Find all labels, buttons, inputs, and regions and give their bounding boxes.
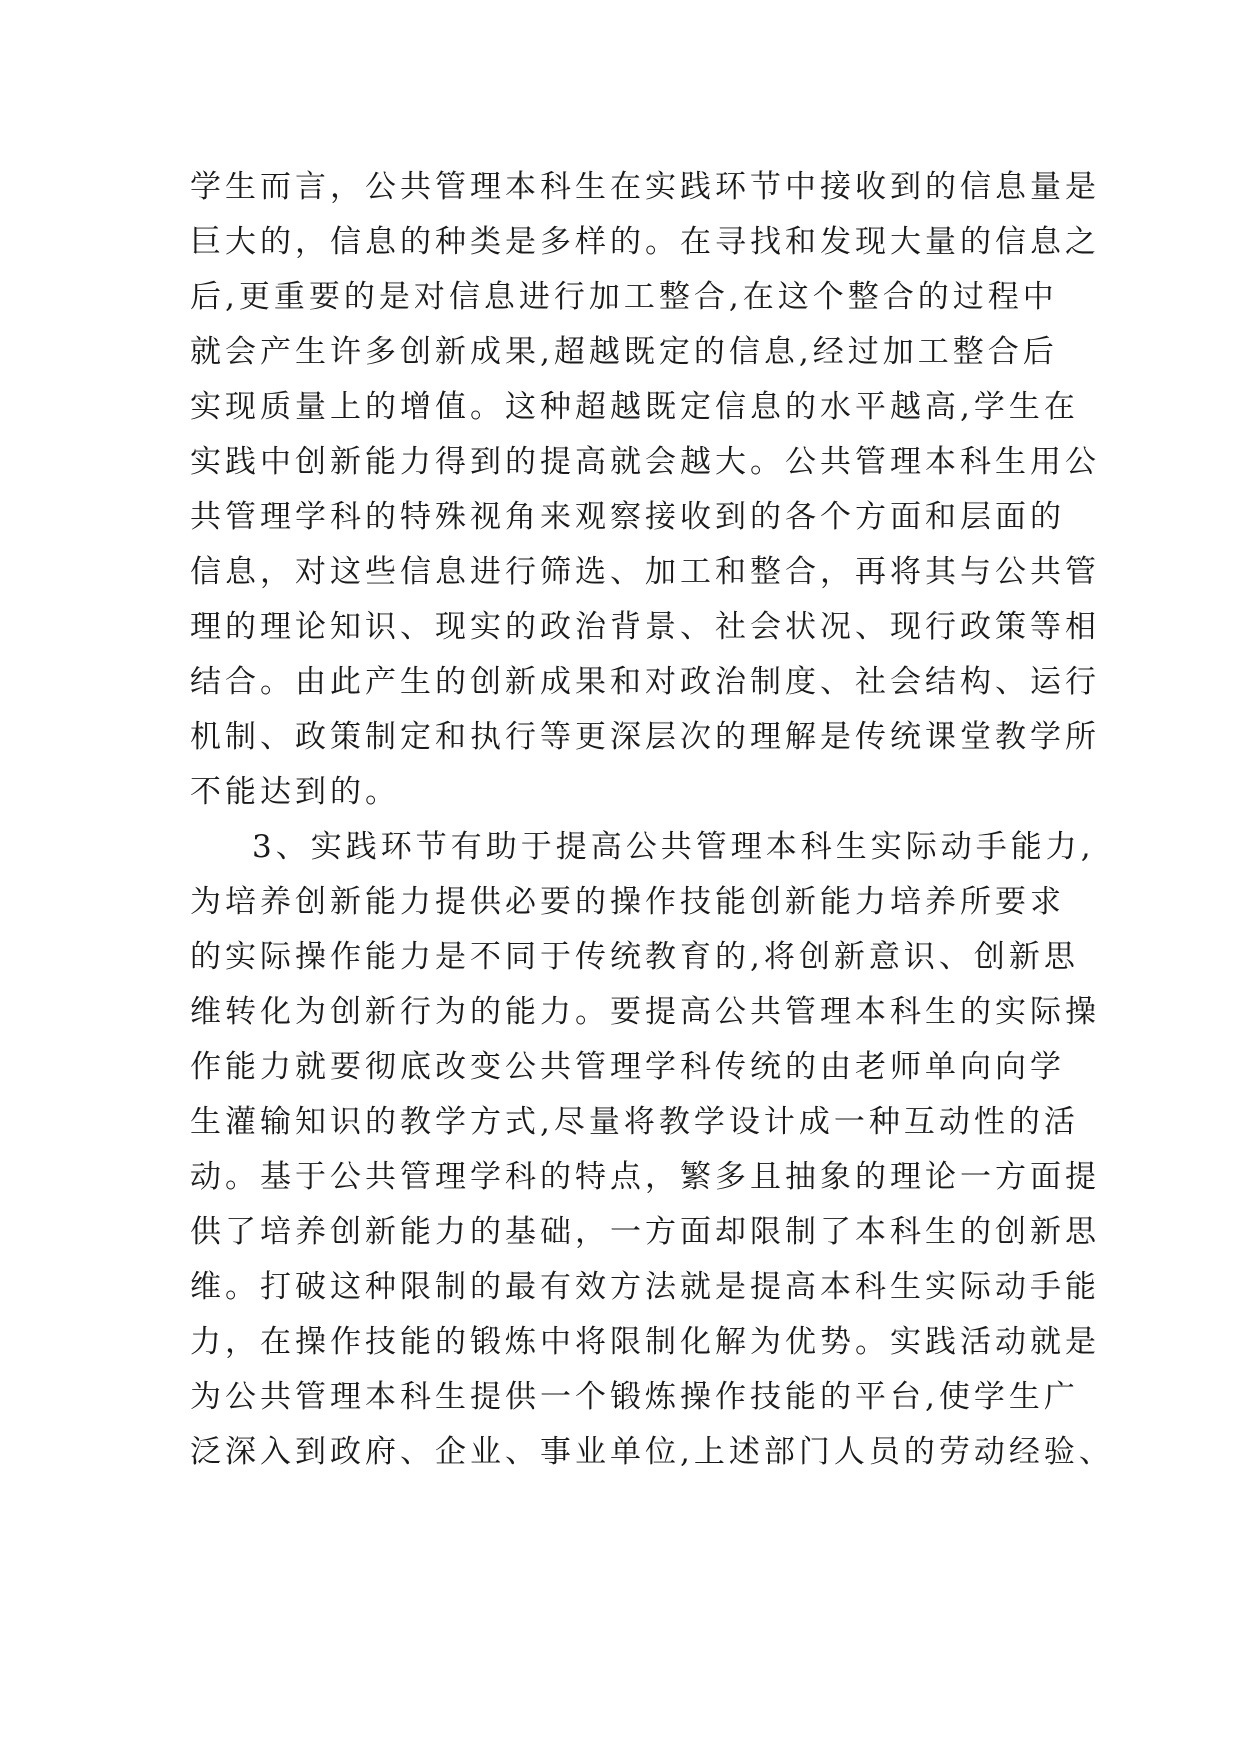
text-line: 理的理论知识、现实的政治背景、社会状况、现行政策等相 (190, 609, 1100, 645)
text-line: 后,更重要的是对信息进行加工整合,在这个整合的过程中 (190, 279, 1058, 315)
text-line: 为公共管理本科生提供一个锻炼操作技能的平台,使学生广 (190, 1379, 1079, 1415)
text-line: 机制、政策制定和执行等更深层次的理解是传统课堂教学所 (190, 719, 1100, 755)
text-line: 信息，对这些信息进行筛选、加工和整合，再将其与公共管 (190, 554, 1100, 590)
text-line: 泛深入到政府、企业、事业单位,上述部门人员的劳动经验、 (190, 1434, 1114, 1470)
text-line: 力，在操作技能的锻炼中将限制化解为优势。实践活动就是 (190, 1324, 1100, 1360)
text-line: 供了培养创新能力的基础，一方面却限制了本科生的创新思 (190, 1214, 1100, 1250)
text-line: 实现质量上的增值。这种超越既定信息的水平越高,学生在 (190, 389, 1079, 425)
text-line: 的实际操作能力是不同于传统教育的,将创新意识、创新思 (190, 939, 1079, 975)
text-line: 巨大的，信息的种类是多样的。在寻找和发现大量的信息之 (190, 224, 1100, 260)
text-line: 维。打破这种限制的最有效方法就是提高本科生实际动手能 (190, 1269, 1100, 1305)
paragraph-section-3 (190, 820, 1114, 1480)
text-line: 实践中创新能力得到的提高就会越大。公共管理本科生用公 (190, 444, 1100, 480)
text-line-first: 3、实践环节有助于提高公共管理本科生实际动手能力, (252, 829, 1095, 865)
body-text (190, 160, 1114, 1480)
text-line: 结合。由此产生的创新成果和对政治制度、社会结构、运行 (190, 664, 1100, 700)
paragraph-continued (190, 160, 1100, 820)
text-line: 学生而言，公共管理本科生在实践环节中接收到的信息量是 (190, 169, 1100, 205)
text-line: 动。基于公共管理学科的特点，繁多且抽象的理论一方面提 (190, 1159, 1100, 1195)
text-line: 作能力就要彻底改变公共管理学科传统的由老师单向向学 (190, 1049, 1065, 1085)
text-line: 生灌输知识的教学方式,尽量将教学设计成一种互动性的活 (190, 1104, 1079, 1140)
text-line: 维转化为创新行为的能力。要提高公共管理本科生的实际操 (190, 994, 1100, 1030)
text-line: 为培养创新能力提供必要的操作技能创新能力培养所要求 (190, 884, 1065, 920)
text-line: 共管理学科的特殊视角来观察接收到的各个方面和层面的 (190, 499, 1065, 535)
text-line: 就会产生许多创新成果,超越既定的信息,经过加工整合后 (190, 334, 1058, 370)
text-line: 不能达到的。 (190, 774, 400, 810)
